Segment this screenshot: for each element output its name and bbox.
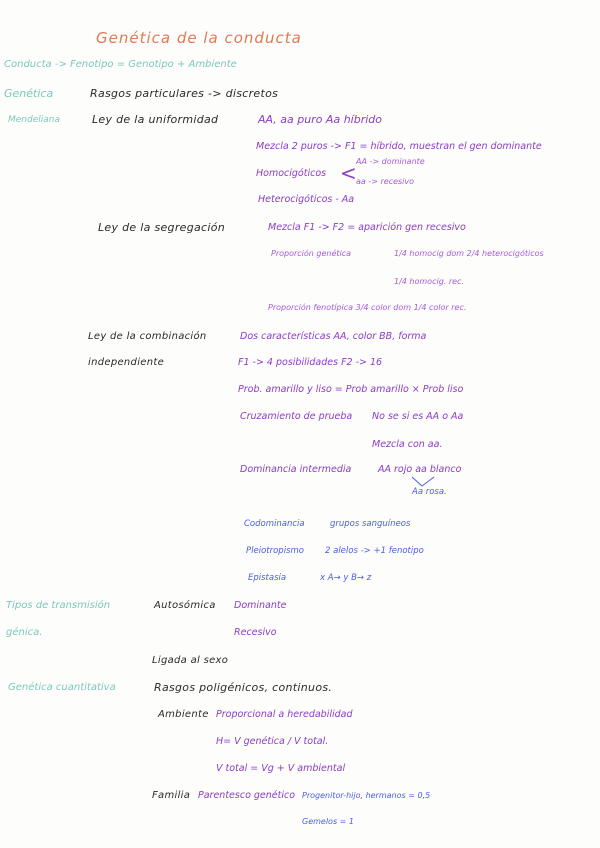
page-title: Genética de la conducta bbox=[96, 29, 302, 47]
h-formula: H= V genética / V total. bbox=[216, 736, 329, 747]
ley-uniformidad: Ley de la uniformidad bbox=[92, 113, 219, 126]
proporcion-fenotipica: Proporción fenotípica 3/4 color dom 1/4 color rec. bbox=[268, 303, 467, 312]
bracket-icon: < bbox=[340, 161, 357, 185]
homo-recesivo: aa -> recesivo bbox=[356, 177, 415, 186]
heterocigoticos: Heterocigóticos - Aa bbox=[258, 194, 355, 205]
dos-caracteristicas: Dos características AA, color BB, forma bbox=[240, 331, 427, 342]
progenitor-hijo: Progenitor-hijo, hermanos = 0,5 bbox=[302, 791, 431, 800]
autosomica-recesivo: Recesivo bbox=[234, 627, 277, 638]
rasgos-poligenicos: Rasgos poligénicos, continuos. bbox=[154, 681, 333, 694]
proporcional-heredabilidad: Proporcional a heredabilidad bbox=[216, 709, 353, 720]
mezcla-puros: Mezcla 2 puros -> F1 = híbrido, muestran el gen dominante bbox=[256, 141, 542, 152]
v-total-formula: V total = Vg + V ambiental bbox=[216, 763, 346, 774]
proporcion-genetica-values: 1/4 homocig dom 2/4 heterocigóticos bbox=[394, 249, 544, 258]
parentesco-genetico: Parentesco genético bbox=[198, 790, 296, 801]
epistasia: Epistasia bbox=[248, 573, 287, 583]
genetica-cuantitativa-label: Genética cuantitativa bbox=[8, 682, 116, 693]
rasgos-particulares: Rasgos particulares -> discretos bbox=[90, 87, 279, 100]
mezcla-f1: Mezcla F1 -> F2 = aparición gen recesivo bbox=[268, 222, 466, 233]
dominancia-intermedia: Dominancia intermedia bbox=[240, 464, 352, 475]
pleiotropismo-valor: 2 alelos -> +1 fenotipo bbox=[325, 546, 424, 556]
tipos-transmision-label: Tipos de transmisión bbox=[6, 600, 111, 611]
ligada-sexo: Ligada al sexo bbox=[152, 655, 229, 666]
ley-combinacion-independiente: independiente bbox=[88, 357, 165, 368]
dominancia-resultado: Aa rosa. bbox=[412, 487, 447, 497]
proporcion-genetica: Proporción genética bbox=[271, 249, 352, 258]
cruzamiento-pregunta: No se si es AA o Aa bbox=[372, 411, 464, 422]
ley-segregacion: Ley de la segregación bbox=[98, 221, 226, 234]
cruzamiento-respuesta: Mezcla con aa. bbox=[372, 439, 443, 450]
genetica-label: Genética bbox=[4, 87, 54, 100]
ley-combinacion: Ley de la combinación bbox=[88, 331, 207, 342]
epistasia-valor: x A→ y B→ z bbox=[320, 573, 372, 583]
codominancia: Codominancia bbox=[244, 519, 305, 529]
f1-f2-posibilidades: F1 -> 4 posibilidades F2 -> 16 bbox=[238, 357, 383, 368]
proporcion-genetica-rec: 1/4 homocig. rec. bbox=[394, 277, 465, 286]
pleiotropismo: Pleiotropismo bbox=[246, 546, 304, 556]
autosomica: Autosómica bbox=[154, 600, 216, 611]
codominancia-valor: grupos sanguíneos bbox=[330, 519, 411, 529]
autosomica-dominante: Dominante bbox=[234, 600, 287, 611]
cruzamiento-prueba: Cruzamiento de prueba bbox=[240, 411, 353, 422]
homo-dominante: AA -> dominante bbox=[356, 157, 425, 166]
ambiente-label: Ambiente bbox=[158, 709, 209, 720]
tipos-transmision-label-2: génica. bbox=[6, 627, 43, 638]
probabilidad: Prob. amarillo y liso = Prob amarillo × Prob liso bbox=[238, 384, 464, 395]
mendeliana-label: Mendeliana bbox=[8, 115, 60, 125]
alleles-line: AA, aa puro Aa híbrido bbox=[258, 113, 382, 126]
dominancia-valores: AA rojo aa blanco bbox=[378, 464, 462, 475]
gemelos: Gemelos = 1 bbox=[302, 817, 354, 826]
homocigoticos-label: Homocigóticos bbox=[256, 168, 327, 179]
familia-label: Familia bbox=[152, 790, 191, 801]
fenotipo-definition: Conducta -> Fenotipo = Genotipo + Ambiente bbox=[4, 59, 237, 70]
